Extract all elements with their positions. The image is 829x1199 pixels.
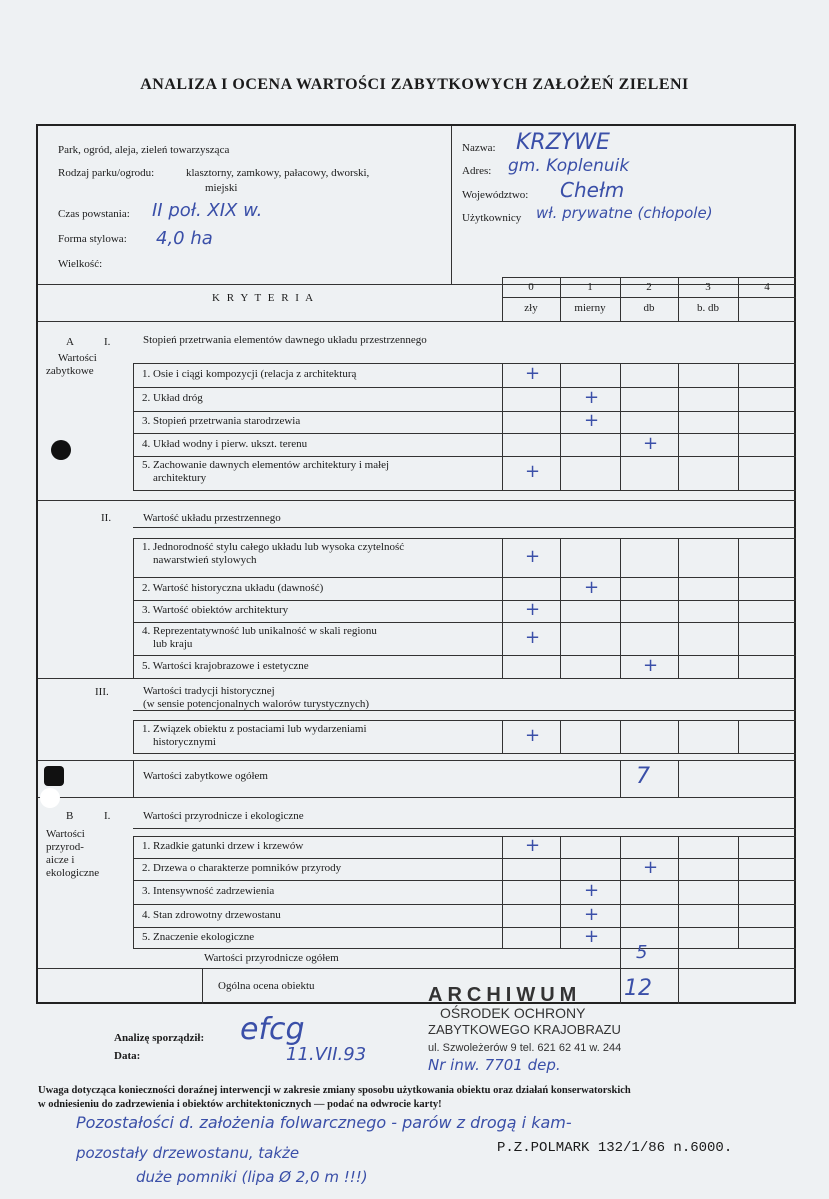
grid-line (678, 655, 679, 678)
criterion-text: 4. Układ wodny i pierw. ukszt. terenu (142, 437, 308, 450)
prepared-label: Analizę sporządził: (114, 1032, 205, 1044)
grid-line (133, 880, 796, 881)
section-b1-title: Wartości przyrodnicze i ekologiczne (143, 810, 304, 822)
grid-line (560, 433, 561, 456)
grid-line (502, 622, 503, 655)
grid-line (133, 538, 134, 577)
score-column-number: 4 (764, 281, 770, 293)
grid-line (133, 858, 134, 880)
score-mark: + (525, 835, 541, 856)
grid-line (502, 655, 503, 678)
grid-line (620, 363, 621, 387)
grid-line (678, 456, 679, 490)
grid-line (133, 904, 134, 927)
grid-line (678, 600, 679, 622)
handwritten-note: Pozostałości d. założenia folwarcznego - parów z drogą i kam- (76, 1113, 572, 1132)
section-a-name: Wartości (58, 352, 97, 364)
grid-line (502, 720, 503, 753)
score-column-label: b. db (697, 302, 719, 314)
criterion-text: 2. Wartość historyczna układu (dawność) (142, 581, 324, 594)
grid-line (560, 858, 561, 880)
grid-line (133, 433, 796, 434)
voivodeship-value: Chełm (560, 178, 625, 202)
criterion-text: 2. Drzewa o charakterze pomników przyrody (142, 862, 342, 874)
grid-line (502, 433, 503, 456)
grid-line (620, 411, 621, 433)
criteria-label: K R Y T E R I A (212, 292, 316, 304)
section-b-name-4: ekologiczne (46, 867, 100, 879)
overall-value: 12 (624, 976, 652, 1001)
grid-line (502, 538, 503, 577)
section-a2-title: Wartość układu przestrzennego (143, 512, 281, 524)
grid-line (620, 968, 621, 1004)
grid-line (620, 387, 621, 411)
score-column-number: 3 (705, 281, 711, 293)
grid-line (678, 927, 679, 948)
grid-line (502, 363, 503, 387)
grid-line (502, 411, 503, 433)
grid-line (620, 622, 621, 655)
score-column-label: mierny (574, 302, 606, 314)
grid-line (560, 600, 561, 622)
grid-line (133, 753, 796, 754)
grid-line (133, 600, 134, 622)
criterion-text: 5. Zachowanie dawnych elementów architektury i małej (142, 459, 390, 471)
grid-line (560, 538, 561, 577)
score-mark: + (584, 903, 600, 925)
grid-line (678, 577, 679, 600)
grid-line (133, 622, 134, 655)
grid-line (738, 277, 739, 321)
grid-line (620, 577, 621, 600)
grid-line (738, 858, 739, 880)
note-line: Uwaga dotycząca konieczności doraźnej interwencji w zakresie zmiany sposobu użytkowania obiektu oraz działań konserwatorskich (38, 1085, 631, 1096)
grid-line (133, 927, 134, 948)
section-b-name-2: przyrod- (46, 841, 84, 853)
stamp-line: ZABYTKOWEGO KRAJOBRAZU (428, 1022, 621, 1037)
stamp-inventory: Nr inw. 7701 dep. (428, 1056, 561, 1074)
score-column-number: 0 (528, 281, 534, 293)
overall-label: Ogólna ocena obiektu (218, 980, 315, 992)
grid-line (502, 297, 796, 298)
grid-line (620, 720, 621, 753)
name-value: KRZYWE (516, 130, 610, 155)
grid-line (560, 411, 561, 433)
grid-line (620, 760, 621, 797)
grid-line (133, 828, 796, 829)
user-label: Użytkownicy (462, 212, 522, 224)
grid-line (502, 600, 503, 622)
grid-line (133, 411, 796, 412)
score-mark: + (584, 410, 600, 431)
grid-line (560, 456, 561, 490)
score-mark: + (643, 857, 659, 878)
grid-line (133, 433, 134, 456)
grid-line (202, 968, 203, 1004)
style-value: 4,0 ha (156, 228, 213, 249)
grid-line (560, 880, 561, 904)
criterion-text: 1. Rzadkie gatunki drzew i krzewów (142, 840, 304, 852)
criterion-text-continued: lub kraju (153, 638, 193, 650)
criterion-text: 1. Osie i ciągi kompozycji (relacja z architekturą (142, 368, 357, 380)
score-mark: + (525, 599, 541, 620)
grid-line (738, 577, 739, 600)
score-column-number: 1 (587, 281, 593, 293)
section-a1-title: Stopień przetrwania elementów dawnego układu przestrzennego (143, 334, 427, 346)
grid-line (133, 538, 796, 539)
grid-line (133, 836, 796, 837)
criterion-text-continued: historycznymi (153, 736, 216, 748)
grid-line (678, 760, 679, 797)
criterion-text: 5. Wartości krajobrazowe i estetyczne (142, 659, 309, 672)
grid-line (502, 880, 503, 904)
grid-line (738, 904, 739, 927)
grid-line (38, 797, 796, 798)
criterion-text: 4. Stan zdrowotny drzewostanu (142, 908, 281, 921)
grid-line (133, 622, 796, 623)
grid-line (560, 387, 561, 411)
score-mark: + (584, 576, 600, 598)
criterion-text: 4. Reprezentatywność lub unikalność w skali regionu (142, 625, 377, 637)
grid-line (560, 277, 561, 321)
grid-line (502, 277, 503, 321)
score-mark: + (525, 626, 541, 648)
score-mark: + (584, 880, 600, 901)
grid-line (133, 387, 796, 388)
grid-line (620, 880, 621, 904)
grid-line (738, 622, 739, 655)
stamp-line: ul. Szwoleżerów 9 tel. 621 62 41 w. 244 (428, 1042, 622, 1054)
stamp-line: OŚRODEK OCHRONY (440, 1005, 586, 1021)
user-value: wł. prywatne (chłopole) (536, 204, 713, 222)
name-label: Nazwa: (462, 142, 496, 154)
grid-line (133, 577, 796, 578)
stamp-archive: ARCHIWUM (428, 984, 582, 1006)
score-mark: + (525, 461, 541, 482)
grid-line (133, 363, 796, 364)
score-mark: + (584, 387, 600, 408)
grid-line (738, 456, 739, 490)
grid-line (560, 836, 561, 858)
grid-line (678, 720, 679, 753)
grid-line (620, 655, 621, 678)
grid-line (678, 411, 679, 433)
grid-line (133, 858, 796, 859)
section-a3-roman: III. (95, 686, 109, 698)
grid-line (678, 277, 679, 321)
date-value: 11.VII.93 (286, 1044, 367, 1065)
section-b-letter: B (66, 810, 74, 822)
section-a3-title-2: (w sensie potencjonalnych walorów turystycznych) (143, 698, 370, 710)
grid-line (620, 927, 621, 948)
section-a-letter: A (66, 336, 74, 348)
grid-line (678, 880, 679, 904)
grid-line (560, 363, 561, 387)
note-line: w odniesieniu do zadrzewienia i obiektów architektonicznych — podać na odwrocie karty! (38, 1099, 442, 1110)
score-mark: + (525, 724, 541, 746)
prepared-value: efcg (240, 1012, 305, 1047)
grid-line (678, 387, 679, 411)
grid-line (133, 411, 134, 433)
grid-line (502, 277, 796, 278)
handwritten-note: pozostały drzewostanu, także (76, 1144, 300, 1162)
grid-line (678, 622, 679, 655)
grid-line (133, 490, 796, 491)
score-column-label: db (643, 302, 655, 314)
grid-line (133, 577, 134, 600)
grid-line (678, 836, 679, 858)
grid-line (620, 433, 621, 456)
grid-line (678, 904, 679, 927)
section-b-total: Wartości przyrodnicze ogółem (204, 952, 339, 964)
section-b-roman: I. (104, 810, 111, 822)
grid-line (133, 600, 796, 601)
grid-line (678, 968, 679, 1004)
grid-line (678, 433, 679, 456)
section-a3-title: Wartości tradycji historycznej (143, 685, 275, 697)
grid-line (620, 456, 621, 490)
score-column-number: 2 (646, 281, 652, 293)
score-mark: + (525, 545, 541, 567)
grid-line (133, 655, 134, 678)
section-a-name-2: zabytkowe (46, 365, 94, 377)
grid-line (133, 720, 796, 721)
criterion-text: 3. Intensywność zadrzewienia (142, 885, 275, 897)
size-label: Wielkość: (58, 258, 103, 270)
grid-line (678, 948, 679, 968)
grid-line (738, 600, 739, 622)
grid-line (133, 720, 134, 753)
criterion-text-continued: architektury (153, 472, 207, 484)
grid-line (38, 760, 796, 761)
grid-line (133, 363, 134, 387)
grid-line (620, 277, 621, 321)
criterion-text: 3. Wartość obiektów architektury (142, 604, 289, 616)
grid-line (38, 321, 796, 322)
grid-line (502, 456, 503, 490)
grid-line (560, 720, 561, 753)
grid-line (620, 904, 621, 927)
grid-line (133, 655, 796, 656)
style-label: Forma stylowa: (58, 233, 127, 245)
grid-line (620, 948, 621, 968)
grid-line (502, 858, 503, 880)
grid-line (738, 836, 739, 858)
grid-line (133, 527, 796, 528)
grid-line (738, 720, 739, 753)
grid-line (133, 456, 134, 490)
grid-line (38, 678, 796, 679)
grid-line (560, 622, 561, 655)
grid-line (560, 904, 561, 927)
grid-line (678, 858, 679, 880)
criterion-text: 2. Układ dróg (142, 392, 203, 404)
grid-line (620, 836, 621, 858)
grid-line (502, 387, 503, 411)
section-a-roman: I. (104, 336, 111, 348)
grid-line (620, 600, 621, 622)
grid-line (560, 655, 561, 678)
time-value: II poł. XIX w. (152, 200, 263, 221)
grid-line (502, 904, 503, 927)
section-b-total-value: 5 (636, 942, 648, 963)
grid-line (560, 577, 561, 600)
grid-line (620, 858, 621, 880)
kind-label: Rodzaj parku/ogrodu: (58, 167, 155, 179)
grid-line (738, 411, 739, 433)
grid-line (502, 836, 503, 858)
section-a-total: Wartości zabytkowe ogółem (143, 770, 268, 782)
score-mark: + (525, 363, 541, 384)
document-title: ANALIZA I OCENA WARTOŚCI ZABYTKOWYCH ZAŁOŻEŃ ZIELENI (140, 76, 689, 93)
section-b-name-3: aicze i (46, 854, 75, 866)
grid-line (133, 387, 134, 411)
criterion-text: 1. Jednorodność stylu całego układu lub wysoka czytelność (142, 541, 405, 553)
grid-line (738, 538, 739, 577)
printer-mark: P.Z.POLMARK 132/1/86 n.6000. (497, 1140, 733, 1156)
grid-line (620, 538, 621, 577)
grid-line (502, 577, 503, 600)
grid-line (133, 456, 796, 457)
punch-hole (40, 788, 60, 808)
divider (38, 284, 795, 285)
criterion-text: 3. Stopień przetrwania starodrzewia (142, 415, 301, 427)
divider (451, 126, 452, 284)
grid-line (738, 363, 739, 387)
date-label: Data: (114, 1050, 141, 1062)
voivodeship-label: Województwo: (462, 189, 529, 201)
grid-line (133, 927, 796, 928)
punch-hole (44, 766, 64, 786)
grid-line (738, 880, 739, 904)
score-mark: + (584, 925, 600, 947)
address-value: gm. Koplenuik (508, 156, 630, 176)
section-a2-roman: II. (101, 512, 112, 524)
score-mark: + (643, 654, 659, 676)
grid-line (38, 968, 796, 969)
grid-line (560, 927, 561, 948)
time-label: Czas powstania: (58, 208, 130, 220)
grid-line (678, 363, 679, 387)
score-mark: + (643, 432, 659, 454)
address-label: Adres: (462, 165, 492, 177)
grid-line (678, 538, 679, 577)
criterion-text: 1. Związek obiektu z postaciami lub wydarzeniami (142, 723, 367, 735)
kind-options: klasztorny, zamkowy, pałacowy, dworski, (186, 167, 370, 179)
grid-line (738, 387, 739, 411)
score-column-label: zły (524, 302, 538, 314)
criterion-text: 5. Znaczenie ekologiczne (142, 930, 255, 943)
grid-line (133, 948, 796, 949)
grid-line (133, 760, 134, 797)
punch-hole (51, 440, 71, 460)
grid-line (738, 927, 739, 948)
section-b-name: Wartości (46, 828, 85, 840)
grid-line (133, 880, 134, 904)
section-a-total-value: 7 (636, 764, 650, 789)
park-type-label: Park, ogród, aleja, zieleń towarzysząca (58, 144, 230, 156)
grid-line (133, 710, 796, 711)
kind-options-2: miejski (205, 182, 238, 194)
handwritten-note: duże pomniki (lipa Ø 2,0 m !!!) (136, 1168, 368, 1186)
grid-line (502, 927, 503, 948)
criterion-text-continued: nawarstwień stylowych (153, 554, 257, 566)
grid-line (38, 500, 796, 501)
grid-line (133, 904, 796, 905)
grid-line (738, 433, 739, 456)
grid-line (133, 836, 134, 858)
grid-line (738, 655, 739, 678)
